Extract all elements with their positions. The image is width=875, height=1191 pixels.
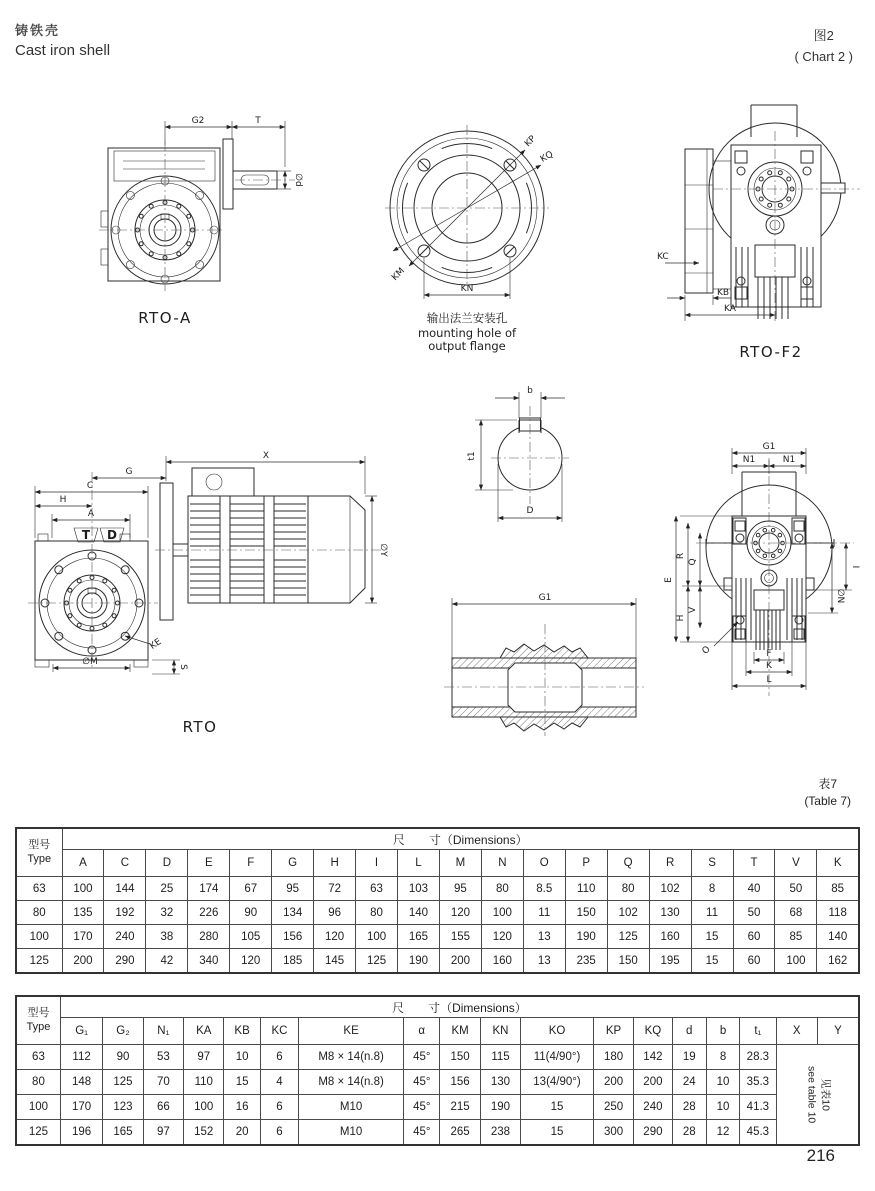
table-cell: M10 (299, 1120, 404, 1146)
column-header: H (314, 850, 356, 877)
table-cell: 85 (775, 925, 817, 949)
table-cell: 13 (523, 925, 565, 949)
table-cell: 15 (691, 925, 733, 949)
rto-a-drawing (85, 103, 310, 338)
table-cell: 42 (146, 949, 188, 974)
type-cell: 80 (16, 1070, 60, 1095)
table-cell: 90 (230, 901, 272, 925)
table-cell: 145 (314, 949, 356, 974)
table-cell: 11(4/90°) (521, 1045, 594, 1070)
table-cell: 125 (607, 925, 649, 949)
table-cell: 13 (523, 949, 565, 974)
table-cell: 196 (60, 1120, 102, 1146)
type-column-header (16, 996, 60, 1045)
table-cell: 250 (593, 1095, 633, 1120)
table-cell: 150 (607, 949, 649, 974)
dim-label-ka: KA (724, 304, 736, 314)
table-cell: 120 (439, 901, 481, 925)
table-cell: 45° (404, 1120, 440, 1146)
table-cell: M10 (299, 1095, 404, 1120)
column-header: t₁ (740, 1018, 776, 1045)
rto-f2-drawing (655, 97, 870, 365)
table-cell: 280 (188, 925, 230, 949)
dim-label-phi-d: ∅d (293, 173, 303, 187)
table-cell: 215 (440, 1095, 480, 1120)
table-cell: 10 (706, 1070, 739, 1095)
dim-label-phi-y: ∅Y (378, 543, 388, 557)
table-cell: 12 (706, 1120, 739, 1146)
table-cell: 200 (439, 949, 481, 974)
note-text-en: see table 10 (805, 1065, 818, 1124)
type-cell: 125 (16, 949, 62, 974)
page-title-en: Cast iron shell (15, 42, 111, 59)
table-cell: 28 (672, 1120, 706, 1146)
table-cell: 120 (314, 925, 356, 949)
dim-label-kq: KQ (538, 149, 556, 165)
table-cell: 300 (593, 1120, 633, 1146)
figure-reference (794, 26, 853, 68)
table-cell: 112 (60, 1045, 102, 1070)
table-cell: 20 (224, 1120, 260, 1146)
table-cell: 11 (691, 901, 733, 925)
table-cell: 134 (272, 901, 314, 925)
table-cell: 100 (775, 949, 817, 974)
dim-label-h: H (59, 495, 67, 505)
table-cell: 142 (634, 1045, 672, 1070)
type-column-header (16, 828, 62, 877)
table-cell: 200 (62, 949, 104, 974)
table-cell: 45.3 (740, 1120, 776, 1146)
table-cell: 100 (62, 877, 104, 901)
table-cell: 174 (188, 877, 230, 901)
dim-label-r: R (676, 552, 686, 560)
table-cell: 15 (521, 1095, 594, 1120)
table-cell: 165 (103, 1120, 143, 1146)
column-header: KC (260, 1018, 298, 1045)
table-header (16, 828, 859, 877)
table-cell: 13(4/90°) (521, 1070, 594, 1095)
table-cell: 35.3 (740, 1070, 776, 1095)
column-header: KN (480, 1018, 520, 1045)
column-header: KP (593, 1018, 633, 1045)
keyway-section-drawing (455, 372, 610, 542)
table-cell: 50 (775, 877, 817, 901)
dim-label-c: C (86, 481, 94, 491)
type-cell: 63 (16, 877, 62, 901)
rear-view-drawing (650, 428, 875, 718)
table-cell: 95 (439, 877, 481, 901)
table-row (16, 949, 859, 974)
column-header: N₁ (143, 1018, 183, 1045)
table-cell: 120 (481, 925, 523, 949)
table-cell: 144 (104, 877, 146, 901)
table-cell: 28 (672, 1095, 706, 1120)
column-header: X (776, 1018, 817, 1045)
table-cell: 80 (607, 877, 649, 901)
column-header: d (672, 1018, 706, 1045)
table-cell: 10 (706, 1095, 739, 1120)
dimensions-header: 尺 寸（Dimensions） (60, 996, 859, 1018)
table-cell: 185 (272, 949, 314, 974)
table-cell: 190 (398, 949, 440, 974)
table-row (16, 901, 859, 925)
column-header: KQ (634, 1018, 672, 1045)
table-cell: 15 (521, 1120, 594, 1146)
type-header-zh: 型号 (27, 1006, 50, 1019)
column-header: KE (299, 1018, 404, 1045)
dim-label-l: L (766, 675, 772, 685)
dim-label-kb: KB (717, 288, 730, 298)
table-cell: 130 (480, 1070, 520, 1095)
brand-logo-t: T (81, 528, 91, 542)
dim-label-g1-shaft: G1 (538, 593, 552, 603)
column-header: Q (607, 850, 649, 877)
column-header: P (565, 850, 607, 877)
type-cell: 80 (16, 901, 62, 925)
table-row (16, 877, 859, 901)
dim-label-d: D (526, 506, 534, 516)
table-cell: 38 (146, 925, 188, 949)
dim-label-t: T (255, 116, 261, 126)
hollow-shaft-section-drawing (438, 582, 650, 740)
table-cell: 11 (523, 901, 565, 925)
table-cell: 160 (649, 925, 691, 949)
table-cell: 8 (706, 1045, 739, 1070)
table-cell: 140 (817, 925, 859, 949)
dim-label-kp: KP (523, 134, 539, 150)
table-cell: 60 (733, 925, 775, 949)
table-cell: 140 (398, 901, 440, 925)
dim-label-t1: t1 (467, 451, 477, 461)
column-header: I (356, 850, 398, 877)
table-body (16, 877, 859, 974)
figure-ref-zh: 图2 (813, 28, 834, 43)
dim-label-n1-right: N1 (782, 455, 796, 465)
column-header: K (817, 850, 859, 877)
table-header (16, 996, 859, 1045)
column-header: L (398, 850, 440, 877)
dim-label-n1-left: N1 (742, 455, 756, 465)
dim-label-v: V (688, 606, 698, 614)
table-cell: 148 (60, 1070, 102, 1095)
type-cell: 100 (16, 925, 62, 949)
table-cell: 41.3 (740, 1095, 776, 1120)
table-cell: 150 (440, 1045, 480, 1070)
table-cell: 152 (184, 1120, 224, 1146)
dim-label-ke: KE (148, 636, 164, 652)
column-header: T (733, 850, 775, 877)
table-cell: 118 (817, 901, 859, 925)
table-cell: 162 (817, 949, 859, 974)
table-cell: 45° (404, 1095, 440, 1120)
table-row (16, 1070, 859, 1095)
flange-caption-en1: mounting hole of (417, 326, 517, 340)
table-cell: 290 (104, 949, 146, 974)
table-ref-zh: 表7 (818, 777, 837, 791)
table-cell: 50 (733, 901, 775, 925)
table-cell: 24 (672, 1070, 706, 1095)
table-cell: 100 (356, 925, 398, 949)
column-header: KM (440, 1018, 480, 1045)
table-cell: 110 (565, 877, 607, 901)
dim-label-kn: KN (460, 284, 474, 294)
table-cell: 240 (634, 1095, 672, 1120)
column-header: E (188, 850, 230, 877)
table-cell: 45° (404, 1045, 440, 1070)
table-cell: 103 (398, 877, 440, 901)
table-cell: 28.3 (740, 1045, 776, 1070)
table-cell: 125 (103, 1070, 143, 1095)
table-cell: 8 (691, 877, 733, 901)
table-cell: 200 (593, 1070, 633, 1095)
table-cell: 68 (775, 901, 817, 925)
table-cell: 195 (649, 949, 691, 974)
see-table-note (776, 1045, 859, 1146)
table-cell: 16 (224, 1095, 260, 1120)
table-cell: 10 (224, 1045, 260, 1070)
column-header: M (439, 850, 481, 877)
dim-label-q: Q (688, 558, 698, 566)
figure-ref-en: ( Chart 2 ) (794, 48, 853, 64)
table-cell: 110 (184, 1070, 224, 1095)
table-cell: 80 (356, 901, 398, 925)
table-cell: 53 (143, 1045, 183, 1070)
table-cell: 15 (224, 1070, 260, 1095)
column-header: G₁ (60, 1018, 102, 1045)
table-cell: 102 (649, 877, 691, 901)
rto-drawing (20, 438, 390, 743)
note-text (804, 1054, 831, 1135)
column-header: R (649, 850, 691, 877)
page-title-zh: 铸铁壳 (15, 23, 61, 38)
brand-logo-d: D (107, 528, 117, 542)
table-cell: 6 (260, 1045, 298, 1070)
table-cell: 150 (565, 901, 607, 925)
table-reference (804, 776, 851, 810)
column-header: S (691, 850, 733, 877)
dim-label-g2: G2 (191, 116, 205, 126)
dimensions-table-7a (15, 827, 860, 974)
table-cell: M8 × 14(n.8) (299, 1070, 404, 1095)
table-cell: 290 (634, 1120, 672, 1146)
table-cell: 192 (104, 901, 146, 925)
table-cell: 155 (439, 925, 481, 949)
table-cell: 72 (314, 877, 356, 901)
table-cell: 170 (60, 1095, 102, 1120)
table-row (16, 1045, 859, 1070)
column-header: C (104, 850, 146, 877)
column-header: b (706, 1018, 739, 1045)
table-ref-en: (Table 7) (804, 793, 851, 808)
table-cell: 120 (230, 949, 272, 974)
column-header: G₂ (103, 1018, 143, 1045)
dimensions-header: 尺 寸（Dimensions） (62, 828, 859, 850)
table-cell: 130 (649, 901, 691, 925)
table-cell: 156 (272, 925, 314, 949)
column-header: G (272, 850, 314, 877)
rto-f2-caption: RTO-F2 (739, 343, 803, 361)
table-cell: 115 (480, 1045, 520, 1070)
table-cell: 105 (230, 925, 272, 949)
table-cell: 63 (356, 877, 398, 901)
dim-label-phi-n: ∅N (835, 588, 845, 604)
table-cell: 32 (146, 901, 188, 925)
table-cell: 6 (260, 1120, 298, 1146)
dim-label-i: I (850, 565, 860, 569)
dim-label-b: b (527, 386, 533, 396)
flange-caption-en2: output flange (428, 339, 506, 353)
table-row (16, 1095, 859, 1120)
column-header: D (146, 850, 188, 877)
table-cell: 170 (62, 925, 104, 949)
type-header-zh: 型号 (28, 838, 51, 851)
table-cell: 60 (733, 949, 775, 974)
output-flange-drawing (375, 115, 565, 365)
table-cell: 95 (272, 877, 314, 901)
type-header-en: Type (26, 1020, 51, 1033)
type-header-en: Type (27, 852, 52, 865)
table-cell: 8.5 (523, 877, 565, 901)
dim-label-x: X (262, 451, 270, 461)
table-cell: M8 × 14(n.8) (299, 1045, 404, 1070)
table-cell: 85 (817, 877, 859, 901)
rto-a-caption: RTO-A (138, 309, 192, 327)
column-header: KA (184, 1018, 224, 1045)
column-header: N (481, 850, 523, 877)
dim-label-s: S (178, 664, 188, 670)
table-cell: 190 (565, 925, 607, 949)
table-cell: 235 (565, 949, 607, 974)
column-header: A (62, 850, 104, 877)
table-cell: 66 (143, 1095, 183, 1120)
table-cell: 125 (356, 949, 398, 974)
type-cell: 100 (16, 1095, 60, 1120)
table-row (16, 925, 859, 949)
dim-label-h-rear: H (676, 614, 686, 622)
dim-label-phi-m: ∅M (82, 657, 98, 667)
dim-label-g1-rear: G1 (762, 442, 776, 452)
table-cell: 123 (103, 1095, 143, 1120)
table-cell: 70 (143, 1070, 183, 1095)
table-cell: 15 (691, 949, 733, 974)
dim-label-k: K (766, 661, 772, 671)
note-text-zh: 见表10 (818, 1078, 831, 1111)
table-cell: 100 (481, 901, 523, 925)
dimensions-table-7b (15, 995, 860, 1146)
type-cell: 125 (16, 1120, 60, 1146)
column-header: α (404, 1018, 440, 1045)
table-cell: 240 (104, 925, 146, 949)
table-cell: 90 (103, 1045, 143, 1070)
table-cell: 97 (143, 1120, 183, 1146)
table-cell: 238 (480, 1120, 520, 1146)
table-cell: 100 (184, 1095, 224, 1120)
dim-label-g: G (125, 467, 133, 477)
table-row (16, 1120, 859, 1146)
column-header: V (775, 850, 817, 877)
dim-label-o: O (700, 644, 713, 657)
page-number: 216 (806, 1146, 835, 1165)
table-body (16, 1045, 859, 1146)
table-cell: 200 (634, 1070, 672, 1095)
rto-caption: RTO (182, 718, 218, 736)
table-cell: 265 (440, 1120, 480, 1146)
table-cell: 25 (146, 877, 188, 901)
table-cell: 45° (404, 1070, 440, 1095)
table-cell: 165 (398, 925, 440, 949)
table-cell: 40 (733, 877, 775, 901)
column-header: KB (224, 1018, 260, 1045)
dim-label-kc: KC (657, 252, 669, 262)
table-cell: 19 (672, 1045, 706, 1070)
flange-caption-zh: 输出法兰安装孔 (426, 311, 508, 325)
dim-label-e: E (664, 577, 674, 583)
table-cell: 4 (260, 1070, 298, 1095)
dim-label-km: KM (390, 266, 407, 283)
table-cell: 97 (184, 1045, 224, 1070)
table-cell: 226 (188, 901, 230, 925)
table-cell: 340 (188, 949, 230, 974)
column-header: O (523, 850, 565, 877)
column-header: Y (817, 1018, 859, 1045)
type-cell: 63 (16, 1045, 60, 1070)
table-cell: 67 (230, 877, 272, 901)
table-cell: 6 (260, 1095, 298, 1120)
column-header: F (230, 850, 272, 877)
table-cell: 135 (62, 901, 104, 925)
dim-label-a: A (87, 509, 95, 519)
table-cell: 180 (593, 1045, 633, 1070)
table-cell: 80 (481, 877, 523, 901)
table-cell: 102 (607, 901, 649, 925)
column-header: KO (521, 1018, 594, 1045)
dim-label-f: F (766, 649, 772, 659)
table-cell: 96 (314, 901, 356, 925)
table-cell: 160 (481, 949, 523, 974)
table-cell: 190 (480, 1095, 520, 1120)
table-cell: 156 (440, 1070, 480, 1095)
